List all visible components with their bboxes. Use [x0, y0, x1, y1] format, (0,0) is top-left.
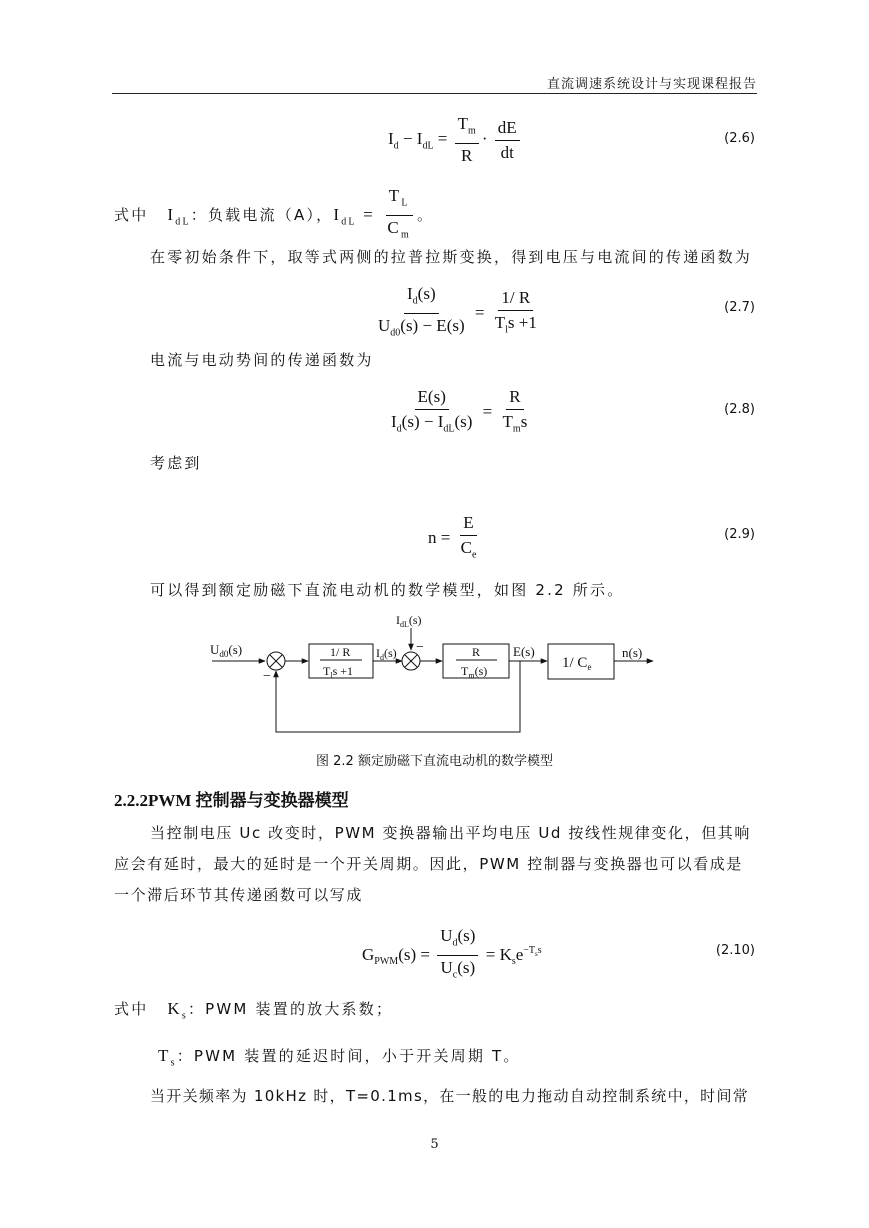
eq-denominator: T — [502, 412, 513, 431]
block-1-denominator: $T_ls +1$ — [323, 664, 354, 680]
equation-2-8 — [385, 387, 533, 439]
eq-numerator-tail: (s) — [417, 284, 436, 303]
block-2-denominator: $T_m(s)$ — [461, 664, 488, 680]
block-diagram — [0, 605, 869, 745]
eq-fraction — [492, 288, 540, 340]
paragraph-pwm: 当控制电压 Uc 改变时，PWM 变换器输出平均电压 Ud 按线性规律变化，但其响应会有延时，最大的延时是一个开关周期。因此，PWM 控制器与变换器也可以看成是一个滞后环节其传递函数可以写成 — [114, 824, 751, 904]
eq-subscript: d — [412, 295, 418, 307]
where-definition-ts — [158, 1040, 521, 1078]
eq-symbol: K — [499, 944, 512, 964]
eq-subscript: dL — [175, 216, 191, 228]
eq-fraction — [495, 118, 520, 163]
eq-numerator: E — [460, 513, 476, 536]
header-title: 直流调速系统设计与实现课程报告 — [546, 77, 757, 92]
block-1-numerator: 1/ R — [330, 645, 351, 659]
eq-fraction — [375, 284, 468, 344]
eq-symbol: I — [388, 129, 394, 149]
eq-denominator: U — [378, 316, 391, 336]
eq-subscript: d — [452, 937, 458, 949]
block-2-numerator: R — [472, 645, 481, 659]
eq-subscript: dL — [422, 140, 434, 152]
eq-denominator: U — [440, 958, 453, 978]
minus-sign-2: − — [416, 640, 424, 655]
paragraph-laplace: 在零初始条件下，取等式两侧的拉普拉斯变换，得到电压与电流间的传递函数为 — [150, 248, 753, 266]
eq-fraction — [455, 114, 479, 166]
eq-operator: − — [398, 129, 417, 149]
where-prefix: 式中 — [114, 1000, 149, 1018]
paragraph-frequency: 当开关频率为 10kHz 时，T=0.1ms，在一般的电力拖动自动控制系统中，时间常 — [150, 1087, 750, 1105]
where-description: ：PWM 装置的延迟时间，小于开关周期 T。 — [176, 1047, 521, 1065]
eq-operator: · — [481, 129, 488, 149]
eq-denominator: R — [461, 146, 473, 166]
paragraph-emf: 电流与电动势间的传递函数为 — [150, 351, 374, 369]
eq-denominator: I — [391, 412, 397, 431]
eq-denominator: T — [494, 312, 506, 332]
eq-denominator-tail: (s) — [457, 958, 476, 978]
eq-fraction — [437, 926, 478, 986]
equation-2-7 — [372, 284, 543, 344]
section-title: 2.2.2PWM 控制器与变换器模型 — [114, 791, 349, 810]
eq-exponent-tail: s — [537, 945, 542, 957]
page-number: 5 — [430, 1137, 439, 1152]
eq-numerator: T — [388, 186, 402, 205]
where-description: ：PWM 装置的放大系数； — [187, 1000, 394, 1018]
eq-subscript: s — [170, 1057, 177, 1069]
eq-fraction — [500, 387, 531, 439]
eq-subscript: s — [535, 950, 538, 959]
where-definition-ks — [114, 993, 393, 1031]
where-prefix: 式中 — [114, 205, 149, 224]
eq-operator: = — [433, 129, 452, 149]
equation-2-9 — [428, 513, 482, 565]
eq-numerator-tail: (s) — [457, 926, 476, 945]
eq-numerator: U — [440, 926, 453, 945]
eq-denominator: dt — [500, 142, 514, 162]
eq-operator: = — [436, 528, 455, 548]
eq-symbol-tail: (s) — [398, 944, 417, 964]
equation-2-6 — [388, 114, 523, 166]
eq-subscript: dL — [341, 216, 357, 228]
eq-operator: = — [470, 302, 489, 322]
eq-denominator-tail: s — [520, 412, 528, 431]
eq-subscript: d — [393, 140, 399, 152]
eq-numerator: I — [407, 284, 413, 303]
eq-subscript: c — [452, 969, 458, 981]
id-label: $I_d(s)$ — [376, 646, 397, 662]
header-rule — [112, 93, 757, 94]
eq-numerator: T — [457, 114, 469, 133]
eq-subscript: m — [468, 125, 476, 137]
equation-number: (2.8) — [724, 402, 755, 417]
eq-denominator-tail: s +1 — [507, 312, 537, 332]
eq-denominator-tail: (s) − E(s) — [400, 316, 465, 336]
eq-operator: = — [481, 944, 500, 964]
paragraph-consider: 考虑到 — [150, 454, 202, 472]
eq-subscript: dL — [443, 423, 455, 435]
eq-operator: = — [478, 402, 497, 422]
eq-operator: = — [416, 944, 435, 964]
eq-symbol: G — [362, 944, 375, 964]
eq-subscript: PWM — [374, 956, 399, 968]
eq-subscript: d — [396, 423, 402, 435]
eq-denominator-tail: (s) — [454, 412, 473, 431]
where-definition-idl — [114, 186, 434, 246]
eq-subscript: m — [512, 423, 521, 435]
eq-symbol: T — [158, 1046, 171, 1065]
output-label: n(s) — [622, 645, 643, 660]
eq-fraction — [458, 513, 480, 565]
equation-number: (2.10) — [715, 943, 755, 958]
eq-denominator: C — [460, 538, 472, 557]
input-label: $U_{d0}(s)$ — [210, 642, 243, 659]
eq-symbol: n — [428, 528, 437, 548]
equation-number: (2.9) — [724, 527, 755, 542]
eq-subscript: s — [511, 956, 516, 968]
e-label: E(s) — [513, 644, 535, 659]
load-current-label: $I_{dL}(s)$ — [396, 613, 422, 629]
where-end: 。 — [416, 205, 435, 224]
equation-number: (2.7) — [724, 300, 755, 315]
paragraph-model: 可以得到额定励磁下直流电动机的数学模型，如图 2.2 所示。 — [150, 581, 625, 599]
block-3-label: 1/ $C_e$ — [562, 655, 592, 672]
eq-subscript: L — [401, 197, 410, 209]
eq-symbol: e — [515, 944, 524, 964]
eq-symbol: I — [416, 129, 423, 149]
equation-number: (2.6) — [724, 131, 755, 146]
minus-sign-1: − — [263, 669, 271, 684]
eq-numerator: E(s) — [415, 387, 449, 410]
equation-2-10 — [362, 926, 542, 986]
eq-exponent: −T — [523, 945, 536, 957]
eq-denominator-mid: (s) − I — [401, 412, 444, 431]
eq-subscript: s — [181, 1010, 188, 1022]
eq-symbol: K — [167, 999, 182, 1018]
eq-subscript: e — [471, 549, 477, 561]
eq-subscript: l — [505, 324, 508, 336]
eq-numerator: 1/ R — [498, 288, 533, 311]
eq-symbol: I — [167, 204, 176, 224]
eq-numerator: dE — [495, 118, 520, 141]
eq-subscript: m — [400, 229, 411, 241]
eq-denominator: C — [387, 218, 401, 238]
eq-fraction — [384, 186, 414, 246]
eq-operator: = — [356, 204, 382, 224]
eq-subscript: d0 — [390, 327, 401, 339]
eq-symbol: I — [333, 204, 342, 224]
where-description: ：负载电流（A）， — [190, 205, 334, 224]
figure-caption: 图 2.2 额定励磁下直流电动机的数学模型 — [316, 754, 553, 769]
eq-numerator: R — [506, 387, 523, 410]
eq-fraction — [388, 387, 475, 439]
